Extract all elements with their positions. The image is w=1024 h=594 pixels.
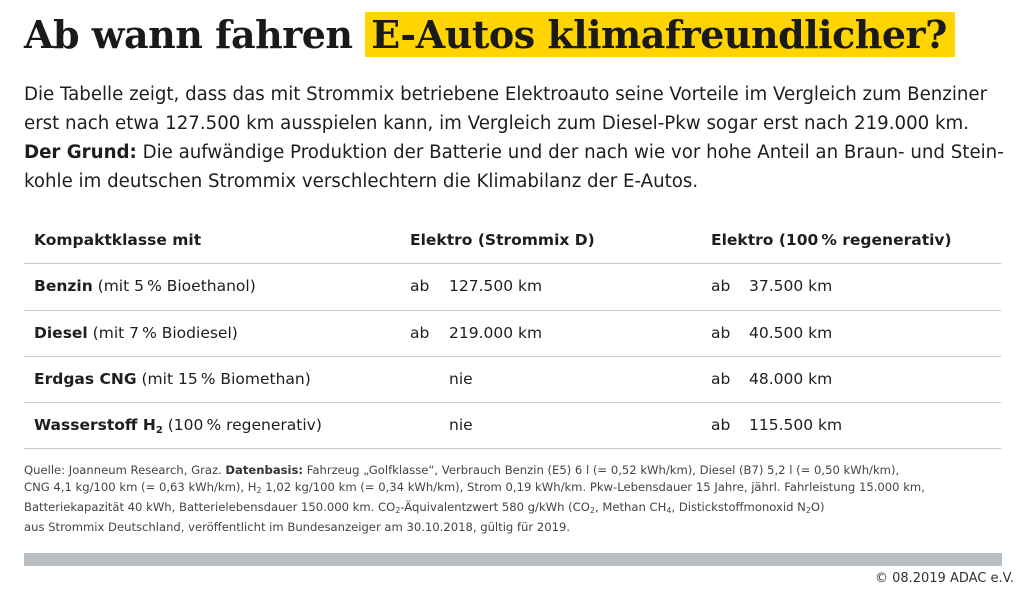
mix-prefix: ab [410,277,430,295]
source-line [24,499,1004,519]
fuel-cell [34,403,322,453]
copyright: © 08.2019 ADAC e.V. [874,571,1014,586]
subscript: 2 [805,506,811,515]
fuel-name: Erdgas CNG [34,370,137,388]
regen-prefix: ab [711,324,731,342]
subscript: 4 [666,506,672,515]
reason-label: Der Grund: [24,142,137,163]
fuel-name: Diesel [34,324,88,342]
intro-text [24,80,1009,196]
header-strommix: Elektro (Strommix D) [410,231,595,249]
fuel-cell [34,357,311,402]
subscript: 2 [589,506,595,515]
regen-value: 115.500 km [749,416,843,434]
table-row [24,403,1001,449]
comparison-table [24,218,1001,449]
table-header-row [24,218,1001,264]
fuel-cell [34,311,238,356]
source-text: CNG 4,1 kg/100 km (= 0,63 kWh/km), H [24,480,257,494]
subscript: 2 [256,486,262,495]
mix-value: 127.500 km [449,277,543,295]
reason-text: Die aufwändige Produktion der Batterie und der nach wie vor hohe Anteil an Braun- und Steinkohle im deutschen Strommix verschlechtern die Klimabilanz der E-Autos. [24,142,1004,192]
fuel-detail: (mit 7 % Biodiesel) [87,324,238,342]
source-text: , Distickstoffmonoxid N [671,500,806,514]
source-text: Quelle: Joanneum Research, Graz. [24,463,226,477]
fuel-detail: (100 % regenerativ) [162,416,322,434]
regen-prefix: ab [711,277,731,295]
fuel-detail: (mit 5 % Bioethanol) [92,277,256,295]
source-text: O) [810,500,825,514]
table-row [24,264,1001,311]
fuel-name-text: Wasserstoff H [34,416,156,434]
regen-value: 48.000 km [749,370,833,388]
source-text: , Methan CH [595,500,667,514]
header-regenerativ: Elektro (100 % regenerativ) [711,231,952,249]
regen-prefix: ab [711,370,731,388]
fuel-subscript: 2 [155,425,163,436]
source-text: Fahrzeug „Golfklasse“, Verbrauch Benzin (E5) 6 l (= 0,52 kWh/km), Diesel (B7) 5,2 l (= 0,50 kWh/km), [303,463,900,477]
fuel-name: Benzin [34,277,93,295]
mix-value: 219.000 km [449,324,543,342]
source-text: -Äquivalentzwert 580 g/kWh (CO [400,500,590,514]
mix-prefix: ab [410,324,430,342]
source-text: 1,02 kg/100 km (= 0,34 kWh/km), Strom 0,19 kWh/km. Pkw-Lebensdauer 15 Jahre, jährl. Fahrleistung 15.000 km, [261,480,925,494]
source-line [24,462,1004,479]
page-title [24,10,955,60]
reason-paragraph [24,138,1009,196]
mix-value: nie [449,416,473,434]
header-kompaktklasse: Kompaktklasse mit [34,231,202,249]
source-line [24,479,1004,499]
regen-value: 37.500 km [749,277,833,295]
intro-paragraph: Die Tabelle zeigt, dass das mit Strommix betriebene Elektroauto seine Vorteile im Vergleich zum Benziner erst nach etwa 127.500 km ausspielen kann, im Vergleich zum Diesel-Pkw sogar erst nach 219.000 km. [24,84,988,134]
subscript: 2 [395,506,401,515]
source-text: Batteriekapazität 40 kWh, Batterielebensdauer 150.000 km. CO [24,500,396,514]
fuel-cell [34,264,256,309]
footer-bar [24,553,1002,566]
regen-value: 40.500 km [749,324,833,342]
source-label: Datenbasis: [225,463,304,477]
fuel-name [34,416,163,434]
table-row [24,311,1001,357]
title-prefix: Ab wann fahren [24,12,353,57]
fuel-detail: (mit 15 % Biomethan) [136,370,311,388]
mix-value: nie [449,370,473,388]
regen-prefix: ab [711,416,731,434]
table-row [24,357,1001,403]
title-highlight: E-Autos klimafreundlicher? [365,12,955,57]
source-line: aus Strommix Deutschland, veröffentlicht im Bundesanzeiger am 30.10.2018, gültig für 2019. [24,520,571,534]
source-note [24,462,1004,536]
